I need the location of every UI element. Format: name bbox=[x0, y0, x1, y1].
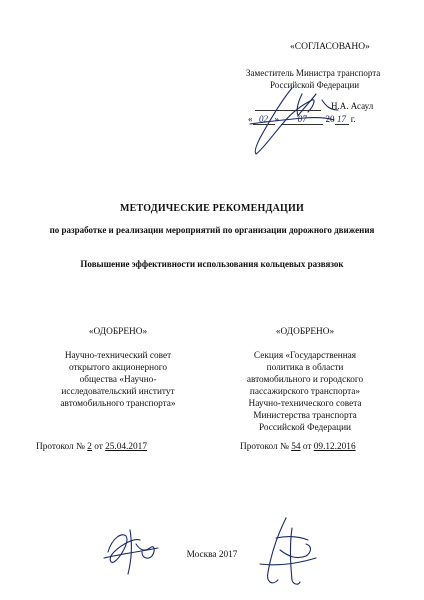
place-and-year: Москва 2017 bbox=[186, 550, 238, 560]
left-protocol-number: 2 bbox=[87, 442, 92, 452]
right-approval-body bbox=[225, 350, 385, 434]
date-suffix: г. bbox=[350, 114, 356, 124]
approval-date: « 02 » 07 20 17 г. bbox=[248, 114, 356, 124]
left-protocol-prefix: Протокол № bbox=[36, 442, 85, 452]
handwritten-signature-icon bbox=[246, 510, 326, 592]
left-line: Научно-технический совет bbox=[64, 351, 172, 361]
right-protocol bbox=[240, 442, 356, 452]
right-approval-header: «ОДОБРЕНО» bbox=[275, 327, 335, 337]
right-protocol-prefix: Протокол № bbox=[240, 442, 289, 452]
right-line: Российской Федерации bbox=[258, 423, 352, 433]
document-title: МЕТОДИЧЕСКИЕ РЕКОМЕНДАЦИИ bbox=[120, 203, 304, 214]
right-protocol-date: 09.12.2016 bbox=[313, 442, 356, 452]
date-year-prefix: 20 bbox=[325, 114, 335, 124]
date-year-suffix: 17 bbox=[335, 114, 349, 125]
right-line: Министерства транспорта bbox=[253, 411, 357, 421]
handwritten-signature-icon bbox=[232, 80, 362, 160]
right-protocol-from: от bbox=[302, 442, 312, 452]
approval-header: «СОГЛАСОВАНО» bbox=[290, 42, 370, 52]
document-name: Повышение эффективности использования кольцевых развязок bbox=[80, 259, 344, 269]
left-protocol-from: от bbox=[94, 442, 103, 452]
left-protocol-date: 25.04.2017 bbox=[105, 442, 147, 452]
document-subtitle: по разработке и реализации мероприятий по организации дорожного движения bbox=[49, 225, 375, 235]
right-protocol-number: 54 bbox=[291, 442, 301, 452]
left-approval-header: «ОДОБРЕНО» bbox=[88, 327, 148, 337]
left-line: открытого акционерного bbox=[69, 363, 167, 373]
date-month: 07 bbox=[281, 114, 323, 125]
approval-position: Заместитель Министра транспорта bbox=[246, 68, 381, 78]
left-line: исследовательский институт bbox=[61, 387, 175, 397]
right-line: автомобильного и городского bbox=[246, 375, 364, 385]
right-line: пассажирского транспорта» bbox=[249, 387, 361, 397]
date-day: 02 bbox=[253, 114, 275, 125]
left-line: общества «Научно- bbox=[79, 375, 157, 385]
left-line: автомобильного транспорта» bbox=[60, 399, 176, 409]
right-line: Научно-технического совета bbox=[248, 399, 362, 409]
right-line: политика в области bbox=[266, 363, 344, 373]
left-protocol bbox=[36, 442, 147, 452]
right-line: Секция «Государственная bbox=[253, 351, 357, 361]
approval-organization: Российской Федерации bbox=[270, 80, 360, 90]
left-approval-body bbox=[38, 350, 198, 410]
approval-name: Н.А. Асаул bbox=[331, 101, 374, 111]
